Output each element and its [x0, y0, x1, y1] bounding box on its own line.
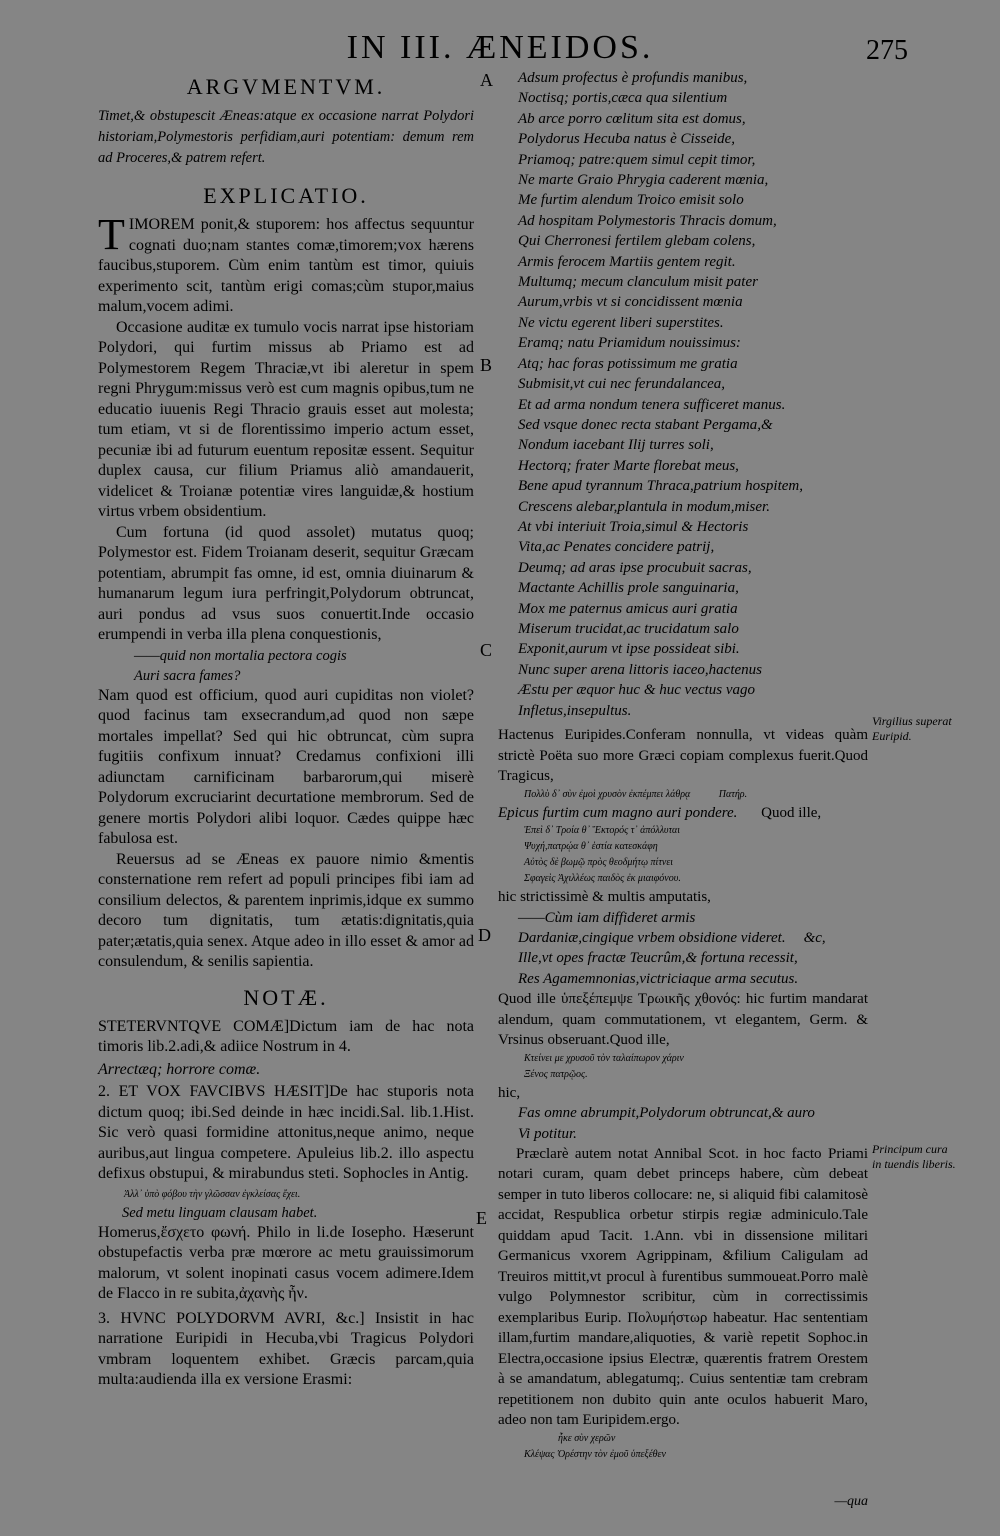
verse-line: Res Agamemnonias,victriciaque arma secutus. [518, 970, 799, 987]
para-2-tail: Quod ille, [761, 804, 822, 821]
verse-line: Priamoq; patre:quem simul cepit timor, [518, 151, 756, 168]
verse-line: Ne marte Graio Phrygia caderent mœnia, [518, 172, 769, 189]
verse-line: Et ad arma nondum tenera sufficeret manus. [518, 396, 786, 413]
running-title: IN III. ÆNEIDOS. [346, 29, 654, 66]
verse-line: Nunc super arena littoris iaceo,hactenus [518, 661, 762, 678]
verse-line: Submisit,vt cui nec ferundalancea, [518, 376, 726, 393]
marginal-note-1: Virgilius superat Euripid. [872, 714, 952, 743]
argument-heading: ARGVMENTVM. [186, 74, 386, 99]
page-number: 275 [866, 35, 908, 66]
verse-line: Æstu per æquor huc & huc vectus vago [518, 682, 756, 699]
verse-line: Deumq; ad aras ipse procubuit sacras, [518, 559, 752, 576]
euripides-verses [498, 68, 868, 721]
commentary-para-6: Præclarè autem notat Annibal Scot. in hoc facto Priami notari curam, quam debet princeps habere, cùm debeat semper in tuto liberos collocare: ne, si aliquid fibi calamitosè accidat, Respublica orbetur stirpis regiæ adminiculo.Tale quiddam apud Tacit. 1.Ann. vbi in dissensione militari Germanicus vxorem Agrippinam, &filium Caligulam ad Treuiros mittit,vt procul à furentibus summoueat.Porro malè vulgo Polymnestor scribitur, cùm in correctissimis exemplaribus Eurip. Πολυμήστωρ habeatur. Hac sententiam illam,furtim mandare,aliquoties, & variè repetit Sophoc.in Electra,occasione ipsius Electræ, quærentis fratrem Orestem à se amandatum, ablegatumq;. Cuius sententiæ tam crebram repetitionem non dubito quin ante oculos habuerit Maro, adeo non tam Euripidem.ergo. [498, 1145, 868, 1429]
verse-line: Sed vsque donec recta stabant Pergama,& [518, 416, 773, 433]
verse-line: Vita,ac Penates concidere patrij, [518, 539, 715, 556]
greek-line: Κλέψας Ὀρέστην τὸν ἐμοῦ ὑπεξέθεν [524, 1448, 666, 1460]
note-1-italic: Arrectæq; horrore comæ. [98, 1060, 261, 1078]
verse-line: Aurum,vrbis vt si concidissent mœnia [518, 294, 743, 311]
argument-text: Timet,& obstupescit Æneas:atque ex occasione narrat Polydori historiam,Polymestoris perfidiam,auri potentiam: demum rem ad Proceres,& patrem refert. [98, 108, 474, 166]
verse-line: Ab arce porro cœlitum sita est domus, [518, 110, 746, 127]
note-2-latin: Sed metu linguam clausam habet. [122, 1204, 318, 1221]
drop-cap: T [98, 210, 125, 259]
explicatio-para-d: Reuersus ad se Æneas ex pauore nimio &mentis consternatione rem refert ad populi principes fibi iam ad consilium delectos, & parentem inprimis,idque ex summo decoro tum dignitatis, tum ætatis:dignitatis,quia pater;ætatis,quia senex. Atque adeo in illo esset & amor ad consulendum, & senilis sapientia. [98, 850, 474, 970]
explicatio-body [98, 210, 474, 973]
explicatio-heading: EXPLICATIO. [203, 183, 369, 208]
verse-line: Qui Cherronesi fertilem glebam colens, [518, 233, 756, 250]
greek-line: ἦκε σὺν χερῶν [558, 1432, 616, 1444]
quote-line-2: Auri sacra fames? [134, 667, 241, 684]
left-column [98, 68, 474, 1393]
verse-line: Exponit,aurum vt ipse possideat sibi. [518, 641, 740, 658]
commentary-para-1: Hactenus Euripides.Conferam nonnulla, vt videas quàm strictè Poëta suo more Græci copiam complexus fuerit.Quod Tragicus, [498, 727, 868, 784]
verse-line: Adsum profectus è profundis manibus, [518, 70, 748, 86]
verse-line: Atq; hac foras potissimum me gratia [518, 355, 738, 372]
verse-tag: &c, [803, 929, 826, 946]
commentary-para-5: hic, [498, 1084, 521, 1101]
greek-text: Πολλὺ δ᾽ σὺν ἐμοὶ χρυσὸν ἐκπέμπει λάθρᾳ [524, 788, 691, 800]
quote-line-1: ——quid non mortalia pectora cogis [134, 647, 347, 664]
verse-line: Mactante Achillis prole sanguinaria, [518, 580, 739, 597]
verse-text: Dardaniæ,cingique vrbem obsidione videret. [518, 929, 786, 946]
marginal-note-2: Principum cura in tuendis liberis. [872, 1142, 956, 1171]
explicatio-a-text: IMOREM ponit,& stuporem: hos affectus sequuntur cognati duo;nam stantes comæ,timorem;vox hærens faucibus,stuporem. Cùm enim tantùm est timor, quiuis experimento scit, tantùm erigi comas;cùm stupor,maius malum,vocem adimi. [98, 216, 474, 315]
note-2-continued: Homerus,ἔσχετο φωνή. Philo in li.de Iosepho. Hæserunt obstupefactis verba præ mœrore ac metu grauissimorum malorum, vt solent inopinati casus vocem adimere.Idem de Flacco in re subita,ἀχανὴς ἦν. [98, 1223, 474, 1302]
explicatio-para-c: Cum fortuna (id quod assolet) mutatus quoq; Polymestor est. Fidem Troianam deserit, sequitur Græcam potentiam, abrumpit fas omne, id est, omnia diuinarum & humanarum legum iura perfringit,Polydorum obtruncat, auri pondus ad vsus suos conuertit.Inde occasio erumpendi in verba illa plena conquestionis, [98, 523, 474, 643]
verse-line: Hectorq; frater Marte florebat meus, [518, 457, 739, 474]
right-column [498, 68, 868, 1463]
commentary-para-3: hic strictissimè & multis amputatis, [498, 889, 711, 905]
verse-line: Fas omne abrumpit,Polydorum obtruncat,& auro [518, 1105, 815, 1122]
greek-tag: Πατήρ. [718, 788, 748, 800]
section-marker-e: E [476, 1208, 487, 1228]
verse-line: Me furtim alendum Troico emisit solo [518, 192, 744, 209]
greek-line: Σφαγεὶς Ἀχιλλέως παιδὸς ἐκ μιαιφόνου. [524, 873, 681, 884]
verse-line: Crescens alebar,plantula in modum,miser. [518, 498, 770, 515]
verse-line: Polydorus Hecuba natus è Cisseide, [518, 131, 736, 148]
verse-line: At vbi interiuit Troia,simul & Hectoris [518, 518, 749, 535]
verse-line: Ne victu egerent liberi superstites. [518, 314, 724, 331]
verse-line: Nondum iacebant Ilij turres soli, [518, 437, 714, 454]
para-2-italic: Epicus furtim cum magno auri pondere. [498, 804, 738, 821]
note-3: 3. HVNC POLYDORVM AVRI, &c.] Insistit in hac narratione Euripidi in Hecuba,vbi Tragicus Polydori vmbram loquentem exhibet. Græcis parcam,quia multa:audienda illa ex versione Erasmi: [98, 1309, 474, 1388]
greek-line [498, 787, 868, 803]
note-1: STETERVNTQVE COMÆ]Dictum iam de hac nota timoris lib.2.adi,& adiice Nostrum in 4. [98, 1017, 474, 1055]
explicatio-para-c2: Nam quod est officium, quod auri cupiditas non violet?quod facinus tam exsecrandum,ad quod non sæpe mortales impellat? Sed qui hic obtruncat, cùm supra fugitiis confixum innuat? Credamus confixioni illi adiunctam carnificinam barbarorum,qui miserè Polydorum excruciarint decurtatione membrorum. Sed de genere mortis Polydori alibi loquor. Cædes quippe hæc fabulosa est. [98, 686, 474, 847]
section-marker-b: B [480, 355, 493, 375]
greek-line: Κτείνει με χρυσοῦ τὸν ταλαίπωρον χάριν [524, 1052, 684, 1064]
section-marker-d: D [478, 925, 491, 945]
note-2: 2. ET VOX FAVCIBVS HÆSIT]De hac stuporis nota dictum quoq; ibi.Sed deinde in hæc incidi.Sal. lib.1.Hist. Sic verò quasi formidine attonitus,neque animo, neque auribus,aut lingua competere. Apuleius lib.2. illo aspectu defixus obstupui, & mirabundus steti. Sophocles in Antig. [98, 1083, 474, 1182]
verse-line: Miserum trucidat,ac trucidatum salo [518, 620, 739, 637]
verse-line: Armis ferocem Martiis gentem regit. [518, 253, 736, 270]
verse-line: Bene apud tyrannum Thraca,patrium hospitem, [518, 478, 803, 495]
section-marker-a: A [480, 70, 493, 90]
commentary-para-4: Quod ille ὑπεξέπεμψε Τρωικῆς χθονός: hic furtim mandarat alendum, quam commutationem, vt elegantem, Germ. & Vrsinus obseruant.Quod ille, [498, 991, 868, 1049]
verse-line: Multumq; mecum clanculum misit pater [518, 274, 758, 291]
verse-line: Infletus,insepultus. [518, 702, 632, 719]
verse-line [498, 928, 868, 948]
catchword: —qua [834, 1494, 868, 1509]
greek-line: Αὐτὸς δὲ βωμῷ πρὸς θεοδμήτῳ πίτνει [524, 857, 674, 868]
explicatio-para-b: Occasione auditæ ex tumulo vocis narrat ipse historiam Polydori, qui furtim missus ab Priamo est ad Polymestorem Regem Thraciæ,vt ibi aleretur in spem regni Phrygum:missus verò est cum magnis opibus,tum ne educatio iuuenis Regi Thracio grauis esset aut molesta; tum etiam, vt si de florentissimo imperio actum esset, pecuniæ ibi ad futurum euentum repositæ essent. Sequitur duplex causa, cur filium Priamus aliò amandauerit, videlicet & Troianæ potentiæ vires languidæ,& hostium virtus vrbem obsidentium. [98, 318, 474, 520]
verse-line: Vi potitur. [518, 1125, 577, 1142]
verse-line: Noctisq; portis,cæca qua silentium [518, 90, 728, 107]
greek-line: Ψυχή,πατρῴα θ᾽ ἑστία κατεσκάφη [524, 841, 658, 852]
note-2-greek: Ἀλλ᾽ ὑπὸ φόβου τὴν γλῶσσαν ἐγκλείσας ἔχει. [124, 1188, 301, 1200]
section-marker-c: C [480, 640, 493, 660]
explicatio-para-a [98, 210, 474, 318]
verse-line: Eramq; natu Priamidum nouissimus: [518, 335, 741, 352]
verse-line: Ille,vt opes fractæ Teucrûm,& fortuna recessit, [518, 950, 798, 967]
verse-line: Mox me paternus amicus auri gratia [518, 600, 738, 617]
commentary-para-2 [498, 803, 868, 824]
verse-line: Ad hospitam Polymestoris Thracis domum, [518, 212, 777, 229]
greek-line: Ἐπεὶ δ᾽ Τροία θ᾽ Ἕκτορός τ᾽ ἀπόλλυται [524, 825, 681, 836]
verse-line: ——Cùm iam diffideret armis [518, 909, 696, 926]
greek-line: Ξένος πατρῷος. [524, 1068, 588, 1080]
notae-heading: NOTÆ. [243, 984, 329, 1010]
